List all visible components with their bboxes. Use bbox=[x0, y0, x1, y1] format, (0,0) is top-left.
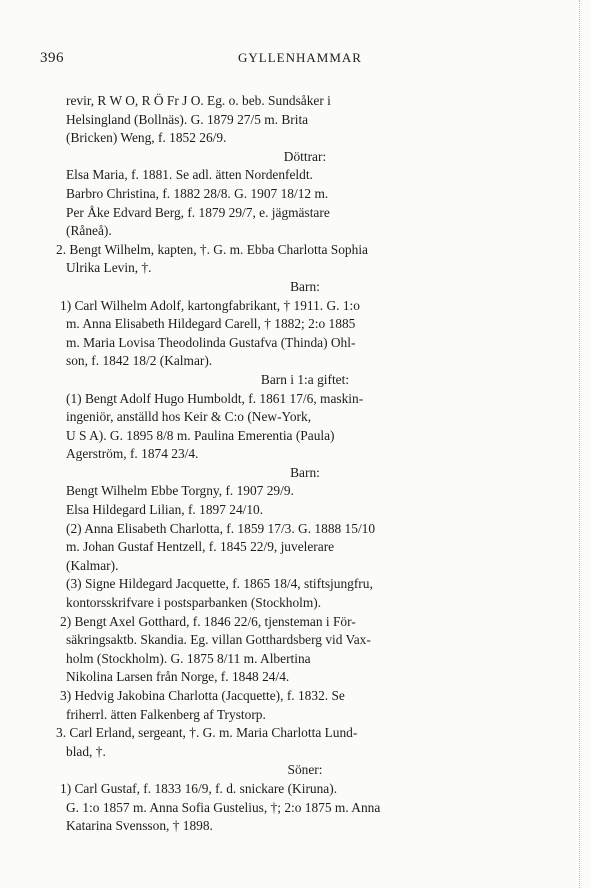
text-line: kontorsskrifvare i postsparbanken (Stockholm). bbox=[66, 595, 322, 611]
text-line: Nikolina Larsen från Norge, f. 1848 24/4. bbox=[66, 669, 290, 685]
text-line: m. Anna Elisabeth Hildegard Carell, † 1882; 2:o 1885 bbox=[66, 316, 356, 332]
text-line: Söner: bbox=[287, 762, 323, 778]
page-number: 396 bbox=[40, 50, 64, 66]
text-line: Bengt Wilhelm Ebbe Torgny, f. 1907 29/9. bbox=[66, 483, 294, 499]
text-line: friherrl. ätten Falkenberg af Trystorp. bbox=[66, 706, 266, 722]
genealogy-text bbox=[56, 92, 544, 836]
text-line: (3) Signe Hildegard Jacquette, f. 1865 18/4, stiftsjungfru, bbox=[66, 576, 373, 592]
text-line: Barn i 1:a giftet: bbox=[260, 371, 350, 387]
text-line: Elsa Maria, f. 1881. Se adl. ätten Nordenfeldt. bbox=[66, 167, 313, 183]
text-line: 1) Carl Wilhelm Adolf, kartongfabrikant, † 1911. G. 1:o bbox=[60, 297, 360, 313]
text-line: revir, R W O, R Ö Fr J O. Eg. o. beb. Sundsåker i bbox=[66, 93, 331, 108]
text-line: 2. Bengt Wilhelm, kapten, †. G. m. Ebba Charlotta Sophia bbox=[56, 241, 368, 257]
text-line: (2) Anna Elisabeth Charlotta, f. 1859 17/3. G. 1888 15/10 bbox=[66, 520, 376, 536]
text-line: Helsingland (Bollnäs). G. 1879 27/5 m. Brita bbox=[66, 111, 309, 127]
text-line: son, f. 1842 18/2 (Kalmar). bbox=[66, 353, 213, 369]
text-line: 2) Bengt Axel Gotthard, f. 1846 22/6, tjensteman i För- bbox=[60, 613, 356, 629]
text-line: blad, †. bbox=[66, 743, 106, 759]
text-line: säkringsaktb. Skandia. Eg. villan Gotthardsberg vid Vax- bbox=[66, 632, 371, 648]
text-line: Per Åke Edvard Berg, f. 1879 29/7, e. jägmästare bbox=[66, 204, 330, 220]
text-line: Barn: bbox=[290, 464, 320, 480]
text-line: 1) Carl Gustaf, f. 1833 16/9, f. d. snickare (Kiruna). bbox=[60, 780, 338, 796]
text-line: Döttrar: bbox=[283, 148, 327, 164]
text-line: Agerström, f. 1874 23/4. bbox=[66, 446, 199, 462]
text-line: (Råneå). bbox=[66, 223, 112, 239]
text-line: (1) Bengt Adolf Hugo Humboldt, f. 1861 17/6, maskin- bbox=[66, 390, 364, 406]
text-line: m. Johan Gustaf Hentzell, f. 1845 22/9, juvelerare bbox=[66, 539, 335, 555]
text-line: Barn: bbox=[290, 278, 320, 294]
text-line: U S A). G. 1895 8/8 m. Paulina Emerentia (Paula) bbox=[66, 427, 335, 443]
text-line: (Kalmar). bbox=[66, 557, 119, 573]
text-line: holm (Stockholm). G. 1875 8/11 m. Albertina bbox=[66, 650, 311, 666]
text-line: ingeniör, anställd hos Keir & C:o (New-York, bbox=[66, 409, 312, 425]
text-line: (Bricken) Weng, f. 1852 26/9. bbox=[66, 130, 227, 146]
text-line: Ulrika Levin, †. bbox=[66, 260, 152, 276]
text-line: G. 1:o 1857 m. Anna Sofia Gustelius, †; 2:o 1875 m. Anna bbox=[66, 799, 381, 815]
text-line: 3) Hedvig Jakobina Charlotta (Jacquette), f. 1832. Se bbox=[60, 688, 345, 703]
text-line: Barbro Christina, f. 1882 28/8. G. 1907 18/12 m. bbox=[66, 185, 329, 201]
text-line: m. Maria Lovisa Theodolinda Gustafva (Thinda) Ohl- bbox=[66, 334, 356, 350]
text-line: Katarina Svensson, † 1898. bbox=[66, 818, 213, 834]
text-line: Elsa Hildegard Lilian, f. 1897 24/10. bbox=[66, 502, 264, 518]
text-line: 3. Carl Erland, sergeant, †. G. m. Maria Charlotta Lund- bbox=[56, 725, 358, 741]
running-head: GYLLENHAMMAR bbox=[238, 50, 362, 65]
binding-edge bbox=[575, 0, 580, 888]
